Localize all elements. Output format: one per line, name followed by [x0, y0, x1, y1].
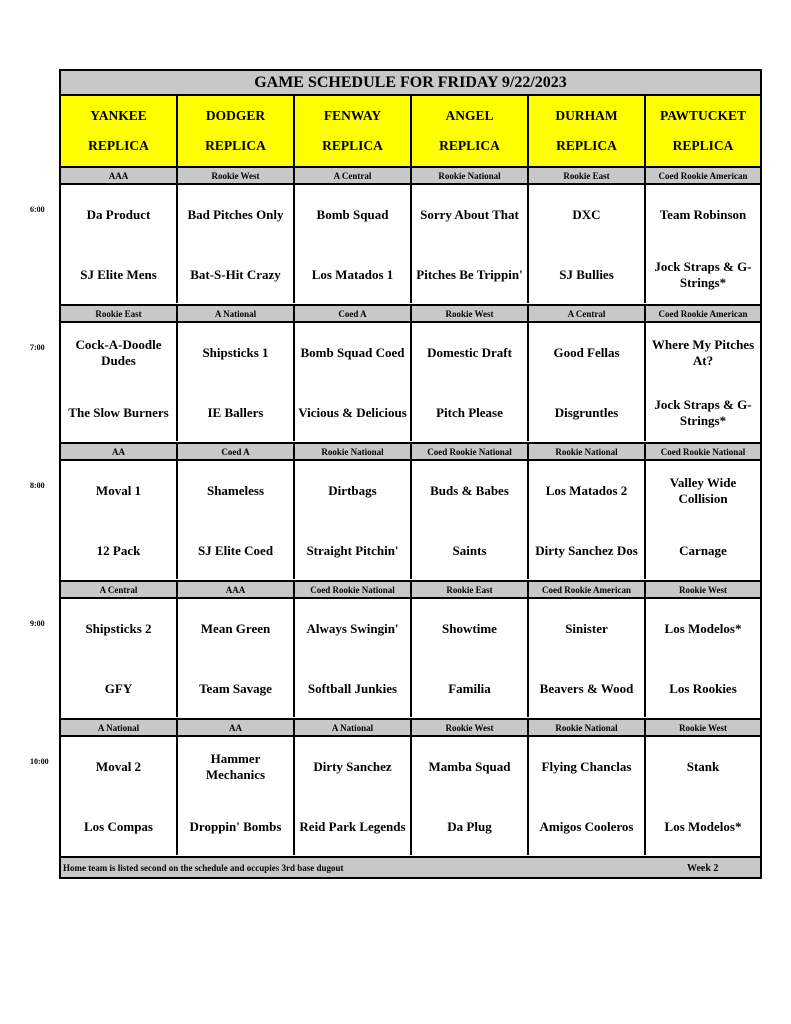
game-cell	[529, 459, 646, 579]
game-cell	[61, 321, 178, 441]
game-cell	[412, 597, 529, 717]
away-team: Where My Pitches At?	[651, 337, 755, 368]
division-label: A Central	[295, 166, 412, 183]
division-label: Coed A	[178, 442, 295, 459]
division-label: AAA	[61, 166, 178, 183]
field-subtitle: REPLICA	[439, 138, 500, 153]
home-team: Los Modelos*	[664, 819, 742, 834]
game-cell	[529, 183, 646, 303]
division-label: A National	[178, 304, 295, 321]
game-cell	[295, 597, 412, 717]
home-team: Disgruntles	[554, 405, 619, 420]
away-team: Mamba Squad	[428, 759, 511, 774]
field-header	[295, 96, 412, 166]
field-subtitle: REPLICA	[88, 138, 149, 153]
division-label: Rookie West	[412, 304, 529, 321]
game-cell	[295, 321, 412, 441]
game-cell	[646, 183, 760, 303]
away-team: Flying Chanclas	[541, 759, 632, 774]
division-label: Coed Rookie National	[295, 580, 412, 597]
schedule-sheet	[59, 69, 762, 879]
game-cell	[529, 321, 646, 441]
home-team: Jock Straps & G-Strings*	[654, 259, 752, 290]
home-team: GFY	[104, 681, 133, 696]
home-team: Amigos Cooleros	[539, 819, 634, 834]
away-team: Shipsticks 2	[85, 621, 152, 636]
division-label: AAA	[178, 580, 295, 597]
time-label: 10:00	[30, 757, 49, 766]
away-team: Moval 1	[95, 483, 142, 498]
home-team: Los Compas	[84, 819, 153, 834]
game-cell	[178, 459, 295, 579]
home-team: 12 Pack	[96, 543, 141, 558]
away-team: Bomb Squad Coed	[300, 345, 405, 360]
away-team: Shameless	[206, 483, 265, 498]
division-label: Coed Rookie American	[529, 580, 646, 597]
time-label: 8:00	[30, 481, 45, 490]
field-name: DODGER	[205, 108, 266, 123]
home-team: Saints	[452, 543, 487, 558]
game-cell	[61, 735, 178, 855]
home-team: Carnage	[679, 543, 727, 558]
field-name: ANGEL	[445, 108, 494, 123]
division-label: Coed Rookie National	[412, 442, 529, 459]
footer-note: Home team is listed second on the schedule and occupies 3rd base dugout	[63, 863, 344, 873]
home-team: SJ Elite Coed	[197, 543, 274, 558]
division-label: Coed Rookie American	[646, 304, 760, 321]
game-cell	[412, 183, 529, 303]
home-team: The Slow Burners	[68, 405, 169, 420]
division-label: A Central	[61, 580, 178, 597]
field-subtitle: REPLICA	[556, 138, 617, 153]
home-team: Pitches Be Trippin'	[416, 267, 523, 282]
home-team: Softball Junkies	[307, 681, 398, 696]
away-team: Hammer Mechanics	[205, 751, 266, 782]
away-team: Los Modelos*	[664, 621, 742, 636]
home-team: Team Savage	[199, 681, 272, 696]
home-team: Vicious & Delicious	[298, 405, 407, 420]
field-header	[529, 96, 646, 166]
division-label: Coed A	[295, 304, 412, 321]
division-label: Rookie East	[529, 166, 646, 183]
home-team: Los Matados 1	[311, 267, 394, 282]
field-subtitle: REPLICA	[672, 138, 734, 153]
away-team: Team Robinson	[659, 207, 747, 222]
away-team: Sinister	[565, 621, 608, 636]
field-subtitle: REPLICA	[205, 138, 266, 153]
division-label: Coed Rookie National	[646, 442, 760, 459]
home-team: SJ Bullies	[559, 267, 614, 282]
division-label: Rookie National	[529, 718, 646, 735]
division-label: Rookie National	[295, 442, 412, 459]
game-cell	[178, 597, 295, 717]
field-header	[61, 96, 178, 166]
time-label: 9:00	[30, 619, 45, 628]
home-team: Reid Park Legends	[299, 819, 406, 834]
home-team: Pitch Please	[436, 405, 503, 420]
field-name: YANKEE	[90, 108, 147, 123]
division-label: Rookie East	[61, 304, 178, 321]
schedule-title: GAME SCHEDULE FOR FRIDAY 9/22/2023	[61, 71, 760, 96]
week-label: Week 2	[687, 863, 719, 874]
away-team: Moval 2	[95, 759, 142, 774]
home-team: Los Rookies	[669, 681, 737, 696]
game-cell	[412, 735, 529, 855]
game-cell	[646, 321, 760, 441]
away-team: Cock-A-Doodle Dudes	[75, 337, 162, 368]
division-label: Rookie National	[529, 442, 646, 459]
game-cell	[61, 597, 178, 717]
home-team: Bat-S-Hit Crazy	[190, 267, 281, 282]
home-team: Beavers & Wood	[539, 681, 634, 696]
division-label: Rookie West	[646, 580, 760, 597]
division-label: Rookie West	[412, 718, 529, 735]
field-header	[412, 96, 529, 166]
division-label: Rookie West	[178, 166, 295, 183]
away-team: Mean Green	[200, 621, 271, 636]
home-team: Da Plug	[447, 819, 492, 834]
away-team: Domestic Draft	[427, 345, 512, 360]
field-header	[178, 96, 295, 166]
game-cell	[61, 459, 178, 579]
game-cell	[295, 459, 412, 579]
division-label: Rookie National	[412, 166, 529, 183]
away-team: Bad Pitches Only	[187, 207, 284, 222]
away-team: Dirtbags	[328, 483, 377, 498]
home-team: SJ Elite Mens	[80, 267, 157, 282]
division-label: AA	[178, 718, 295, 735]
game-cell	[295, 183, 412, 303]
home-team: Jock Straps & G-Strings*	[654, 397, 752, 428]
away-team: Los Matados 2	[545, 483, 628, 498]
division-label: A National	[295, 718, 412, 735]
game-cell	[295, 735, 412, 855]
division-label: Coed Rookie American	[646, 166, 760, 183]
game-cell	[412, 459, 529, 579]
game-cell	[61, 183, 178, 303]
division-label: Rookie West	[646, 718, 760, 735]
away-team: Sorry About That	[420, 207, 519, 222]
field-subtitle: REPLICA	[322, 138, 383, 153]
away-team: Dirty Sanchez	[313, 759, 392, 774]
away-team: Valley Wide Collision	[669, 475, 737, 506]
division-label: A National	[61, 718, 178, 735]
home-team: Familia	[448, 681, 491, 696]
division-label: AA	[61, 442, 178, 459]
game-cell	[529, 597, 646, 717]
away-team: Bomb Squad	[316, 207, 389, 222]
game-cell	[178, 183, 295, 303]
away-team: Stank	[686, 759, 720, 774]
game-cell	[178, 735, 295, 855]
home-team: Droppin' Bombs	[189, 819, 282, 834]
away-team: Good Fellas	[553, 345, 620, 360]
field-name: PAWTUCKET	[659, 108, 746, 123]
field-name: DURHAM	[555, 108, 618, 123]
game-cell	[178, 321, 295, 441]
time-label: 6:00	[30, 205, 45, 214]
division-label: A Central	[529, 304, 646, 321]
division-label: Rookie East	[412, 580, 529, 597]
away-team: DXC	[572, 207, 601, 222]
field-name: FENWAY	[323, 108, 382, 123]
time-label: 7:00	[30, 343, 45, 352]
game-cell	[646, 597, 760, 717]
home-team: Dirty Sanchez Dos	[535, 543, 638, 558]
away-team: Shipsticks 1	[202, 345, 269, 360]
home-team: Straight Pitchin'	[306, 543, 399, 558]
game-cell	[646, 459, 760, 579]
away-team: Always Swingin'	[306, 621, 399, 636]
field-header	[646, 96, 760, 166]
game-cell	[529, 735, 646, 855]
home-team: IE Ballers	[207, 405, 264, 420]
away-team: Da Product	[86, 207, 151, 222]
away-team: Buds & Babes	[430, 483, 509, 498]
away-team: Showtime	[442, 621, 497, 636]
game-cell	[646, 735, 760, 855]
schedule-footer	[61, 856, 760, 877]
game-cell	[412, 321, 529, 441]
